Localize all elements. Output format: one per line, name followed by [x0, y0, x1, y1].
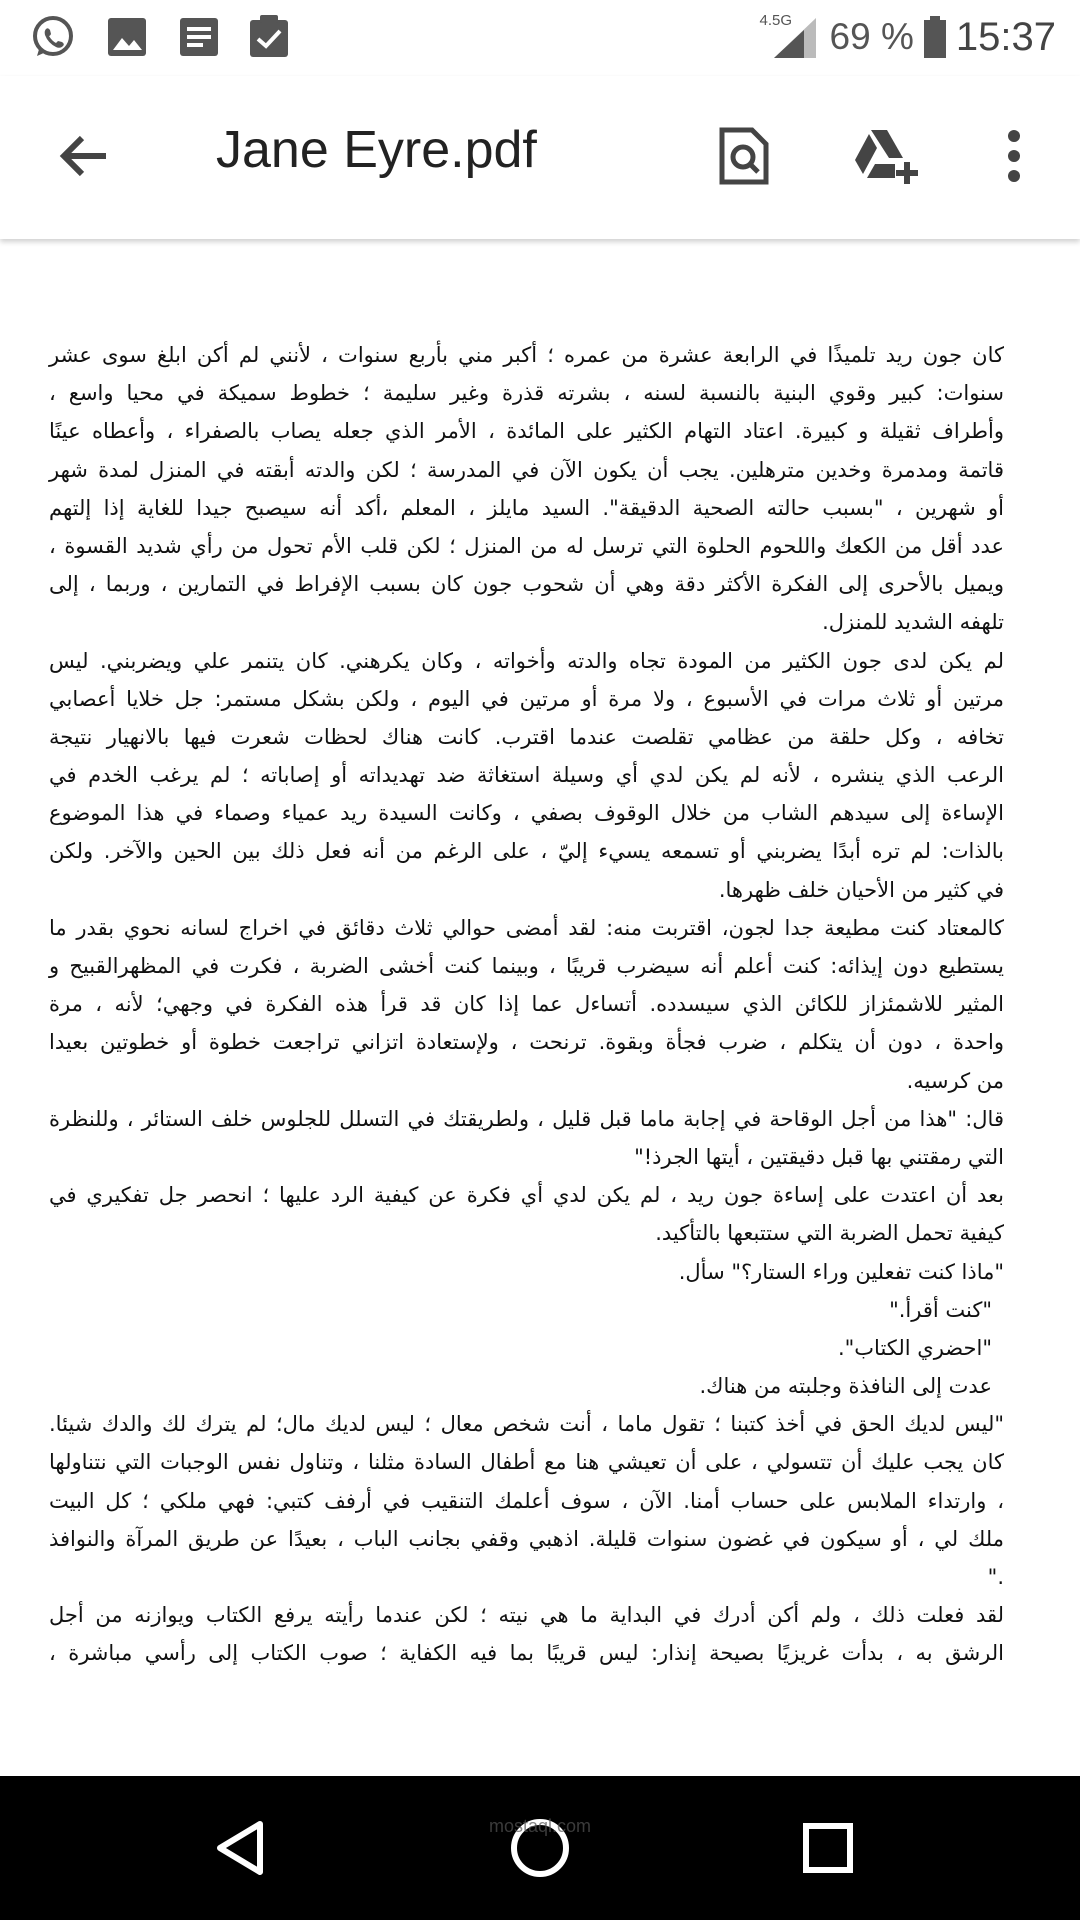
- text-line: بعد أن اعتدت على إساءة جون ريد ، لم يكن لدي أي فكرة عن كيفية الرد عليها ؛ انحصر جل تفكيري في: [49, 1183, 1004, 1208]
- document-title: Jane Eyre.pdf: [216, 121, 537, 179]
- text-line: "ماذا كنت تفعلين وراء الستار؟" سأل.: [678, 1259, 1004, 1284]
- recents-icon: [800, 1820, 856, 1876]
- search-document-icon: [716, 126, 772, 186]
- text-line: سنوات: كبير وقوي البنية بالنسبة لسنه ، بشرته قذرة وغير سليمة ؛ خطوط سميكة في محيا واسع ،: [49, 381, 1004, 406]
- text-line: قاتمة ومدمرة وخدين مترهلين. يجب أن يكون الآن في المدرسة ؛ لكن والدته أبقته في المنزل لمدة شهر: [49, 457, 1004, 482]
- text-line: يستطيع دون إيذائه: كنت أعلم أنه سيضرب قريبًا ، وبينما كنت أخشى الضربة ، فكرت في المظهرالقبيح و: [49, 954, 1004, 978]
- text-line: كيفية تحمل الضربة التي ستتبعها بالتأكيد.: [655, 1221, 1004, 1246]
- text-line: المثير للاشمئزاز للكائن الذي سيسدده. أتساءل عما إذا كان قد قرأ هذه الفكرة في وجهي؛ لأنه ، مرة: [49, 992, 1004, 1017]
- document-text: [49, 336, 1004, 1673]
- text-line: كان يجب عليك أن تتسولي ، على أن تعيشي هنا مع أطفال السادة مثلنا ، وتناول نفس الوجبات التي نتناولها: [49, 1450, 1004, 1475]
- text-line: .": [987, 1565, 1004, 1589]
- text-line: بالذات: لم تره أبدًا يضربني أو تسمعه يسيء إليّ ، على الرغم من أنه فعل ذلك بين الحين والآخر. ولكن: [49, 839, 1004, 864]
- text-line: لم يكن لدى جون الكثير من المودة تجاه والدته وأخواته ، وكان يكرهني. كان يتنمر علي ويضربني. ليس: [49, 648, 1004, 673]
- text-line: تخافه ، وكل حلقة من عظامي تقلصت عندما اقترب. كانت هناك لحظات شعرت فيها بالانهيار نتيجة: [49, 724, 1004, 749]
- text-line: "احضري الكتاب".: [837, 1335, 992, 1360]
- text-line: مرتين أو ثلاث مرات في الأسبوع ، ولا مرة أو مرتين في اليوم ، ولكن بشكل مستمر: جل خلايا أعصابي: [49, 686, 1004, 711]
- battery-percent: 69 %: [829, 16, 914, 57]
- text-line: "كنت أقرأ.": [889, 1297, 992, 1322]
- signal-icon: [760, 14, 820, 60]
- text-line: في كثير من الأحيان خلف ظهرها.: [718, 877, 1004, 902]
- text-line: عدد أقل من الكعك واللحوم الحلوة التي ترسل له من المنزل ؛ لكن قلب الأم تحول من رأي شديد القسوة ،: [49, 533, 1004, 558]
- whatsapp-icon: [30, 14, 76, 60]
- task-icon: [246, 14, 292, 60]
- text-line: ، وارتداء الملابس على حساب أمنا. الآن ، سوف أعلمك التنقيب في أرفف كتبي: فهي ملكي ؛ كل البيت: [49, 1488, 1004, 1513]
- back-arrow-icon: [56, 128, 112, 184]
- text-line: التي رمقتني بها قبل دقيقتين ، أيتها الجرذ!": [634, 1144, 1004, 1169]
- text-line: كان جون ريد تلميذًا في الرابعة عشرة من عمره ؛ أكبر مني بأربع سنوات ، لأنني لم أكن ابلغ سوى عشر: [49, 343, 1004, 367]
- text-line: قال: "هذا من أجل الوقاحة في إجابة ماما قبل قليل ، ولطريقتك في التسلل للجلوس خلف الستائر ، وللنظرة: [49, 1106, 1004, 1131]
- text-line: وأطراف ثقيلة و كبيرة. اعتاد التهام الكثير على المائدة ، الأمر الذي جعله يصاب بالصفراء ، وأعطاه عينًا: [49, 419, 1004, 444]
- text-line: لقد فعلت ذلك ، ولم أكن أدرك في البداية ما هي نيته ؛ لكن عندما رأيته يرفع الكتاب ويوازنه من أجل: [49, 1603, 1004, 1628]
- text-line: الإساءة إلى سيدهم الشاب من خلال الوقوف بصفي ، وكانت السيدة ريد عمياء وصماء في هذا الموضوع: [49, 801, 1004, 826]
- document-icon: [176, 14, 222, 60]
- pdf-page[interactable]: [0, 239, 1080, 1776]
- text-line: عدت إلى النافذة وجلبته من هناك.: [699, 1374, 992, 1399]
- text-line: تلهفه الشديد للمنزل.: [822, 610, 1004, 635]
- clock: 15:37: [955, 14, 1056, 59]
- text-line: ويميل بالأحرى إلى الفكرة الأكثر دقة وهي أن شحوب جون كان بسبب الإفراط في التمارين ، وربما ، إلى: [49, 572, 1004, 597]
- text-line: "ليس لديك الحق في أخذ كتبنا ؛ تقول ماما ، أنت شخص معال ؛ ليس لديك مال؛ لم يترك لك والدك شيئا.: [49, 1412, 1004, 1437]
- nav-back-button[interactable]: [200, 1808, 280, 1888]
- add-to-drive-icon: [851, 126, 921, 186]
- more-options-button[interactable]: [974, 116, 1054, 196]
- status-bar: [0, 0, 1080, 76]
- text-line: واحدة ، دون أن يتكلم ، ضرب فجأة وبقوة. ترنحت ، ولإستعادة اتزاني تراجعت خطوة أو خطوتين بعيدا: [49, 1030, 1004, 1055]
- text-line: من كرسيه.: [906, 1068, 1004, 1093]
- back-button[interactable]: [44, 116, 124, 196]
- text-line: الرشق به ، بدأت غريزيًا بصيحة إنذار: ليس قريبًا بما فيه الكفاية ؛ صوب الكتاب إلى رأسي مباشرة ،: [49, 1641, 1004, 1666]
- battery-icon: [924, 16, 946, 58]
- text-line: أو شهرين ، "بسبب حالته الصحية الدقيقة". السيد مايلز ، المعلم ،أكد أنه سيصبح جيدا للغاية إذا إلتهم: [49, 495, 1004, 520]
- more-vert-icon: [1004, 128, 1024, 184]
- network-type: 4.5G: [759, 12, 793, 29]
- nav-recents-button[interactable]: [788, 1808, 868, 1888]
- text-line: الرعب الذي ينشره ، لأنه لم يكن لدي أي وسيلة استغاثة ضد تهديداته أو إصاباته ؛ لم يرغب الخدم في: [49, 763, 1004, 788]
- text-line: كالمعتاد كنت مطيعة جدا لجون، اقتربت منه: لقد أمضى حوالي ثلاث دقائق في اخراج لسانه نحوي بقدر ما: [49, 915, 1004, 940]
- app-toolbar: [0, 76, 1080, 239]
- watermark: mostaql.com: [488, 1816, 592, 1836]
- navigation-bar: [0, 1776, 1080, 1920]
- back-icon: [210, 1818, 270, 1878]
- add-to-drive-button[interactable]: [846, 116, 926, 196]
- find-in-document-button[interactable]: [704, 116, 784, 196]
- image-icon: [104, 14, 150, 60]
- text-line: ملك لي ، أو سيكون في غضون سنوات قليلة. اذهبي وقفي بجانب الباب ، بعيدًا عن طريق المرآة والنوافذ: [49, 1526, 1004, 1551]
